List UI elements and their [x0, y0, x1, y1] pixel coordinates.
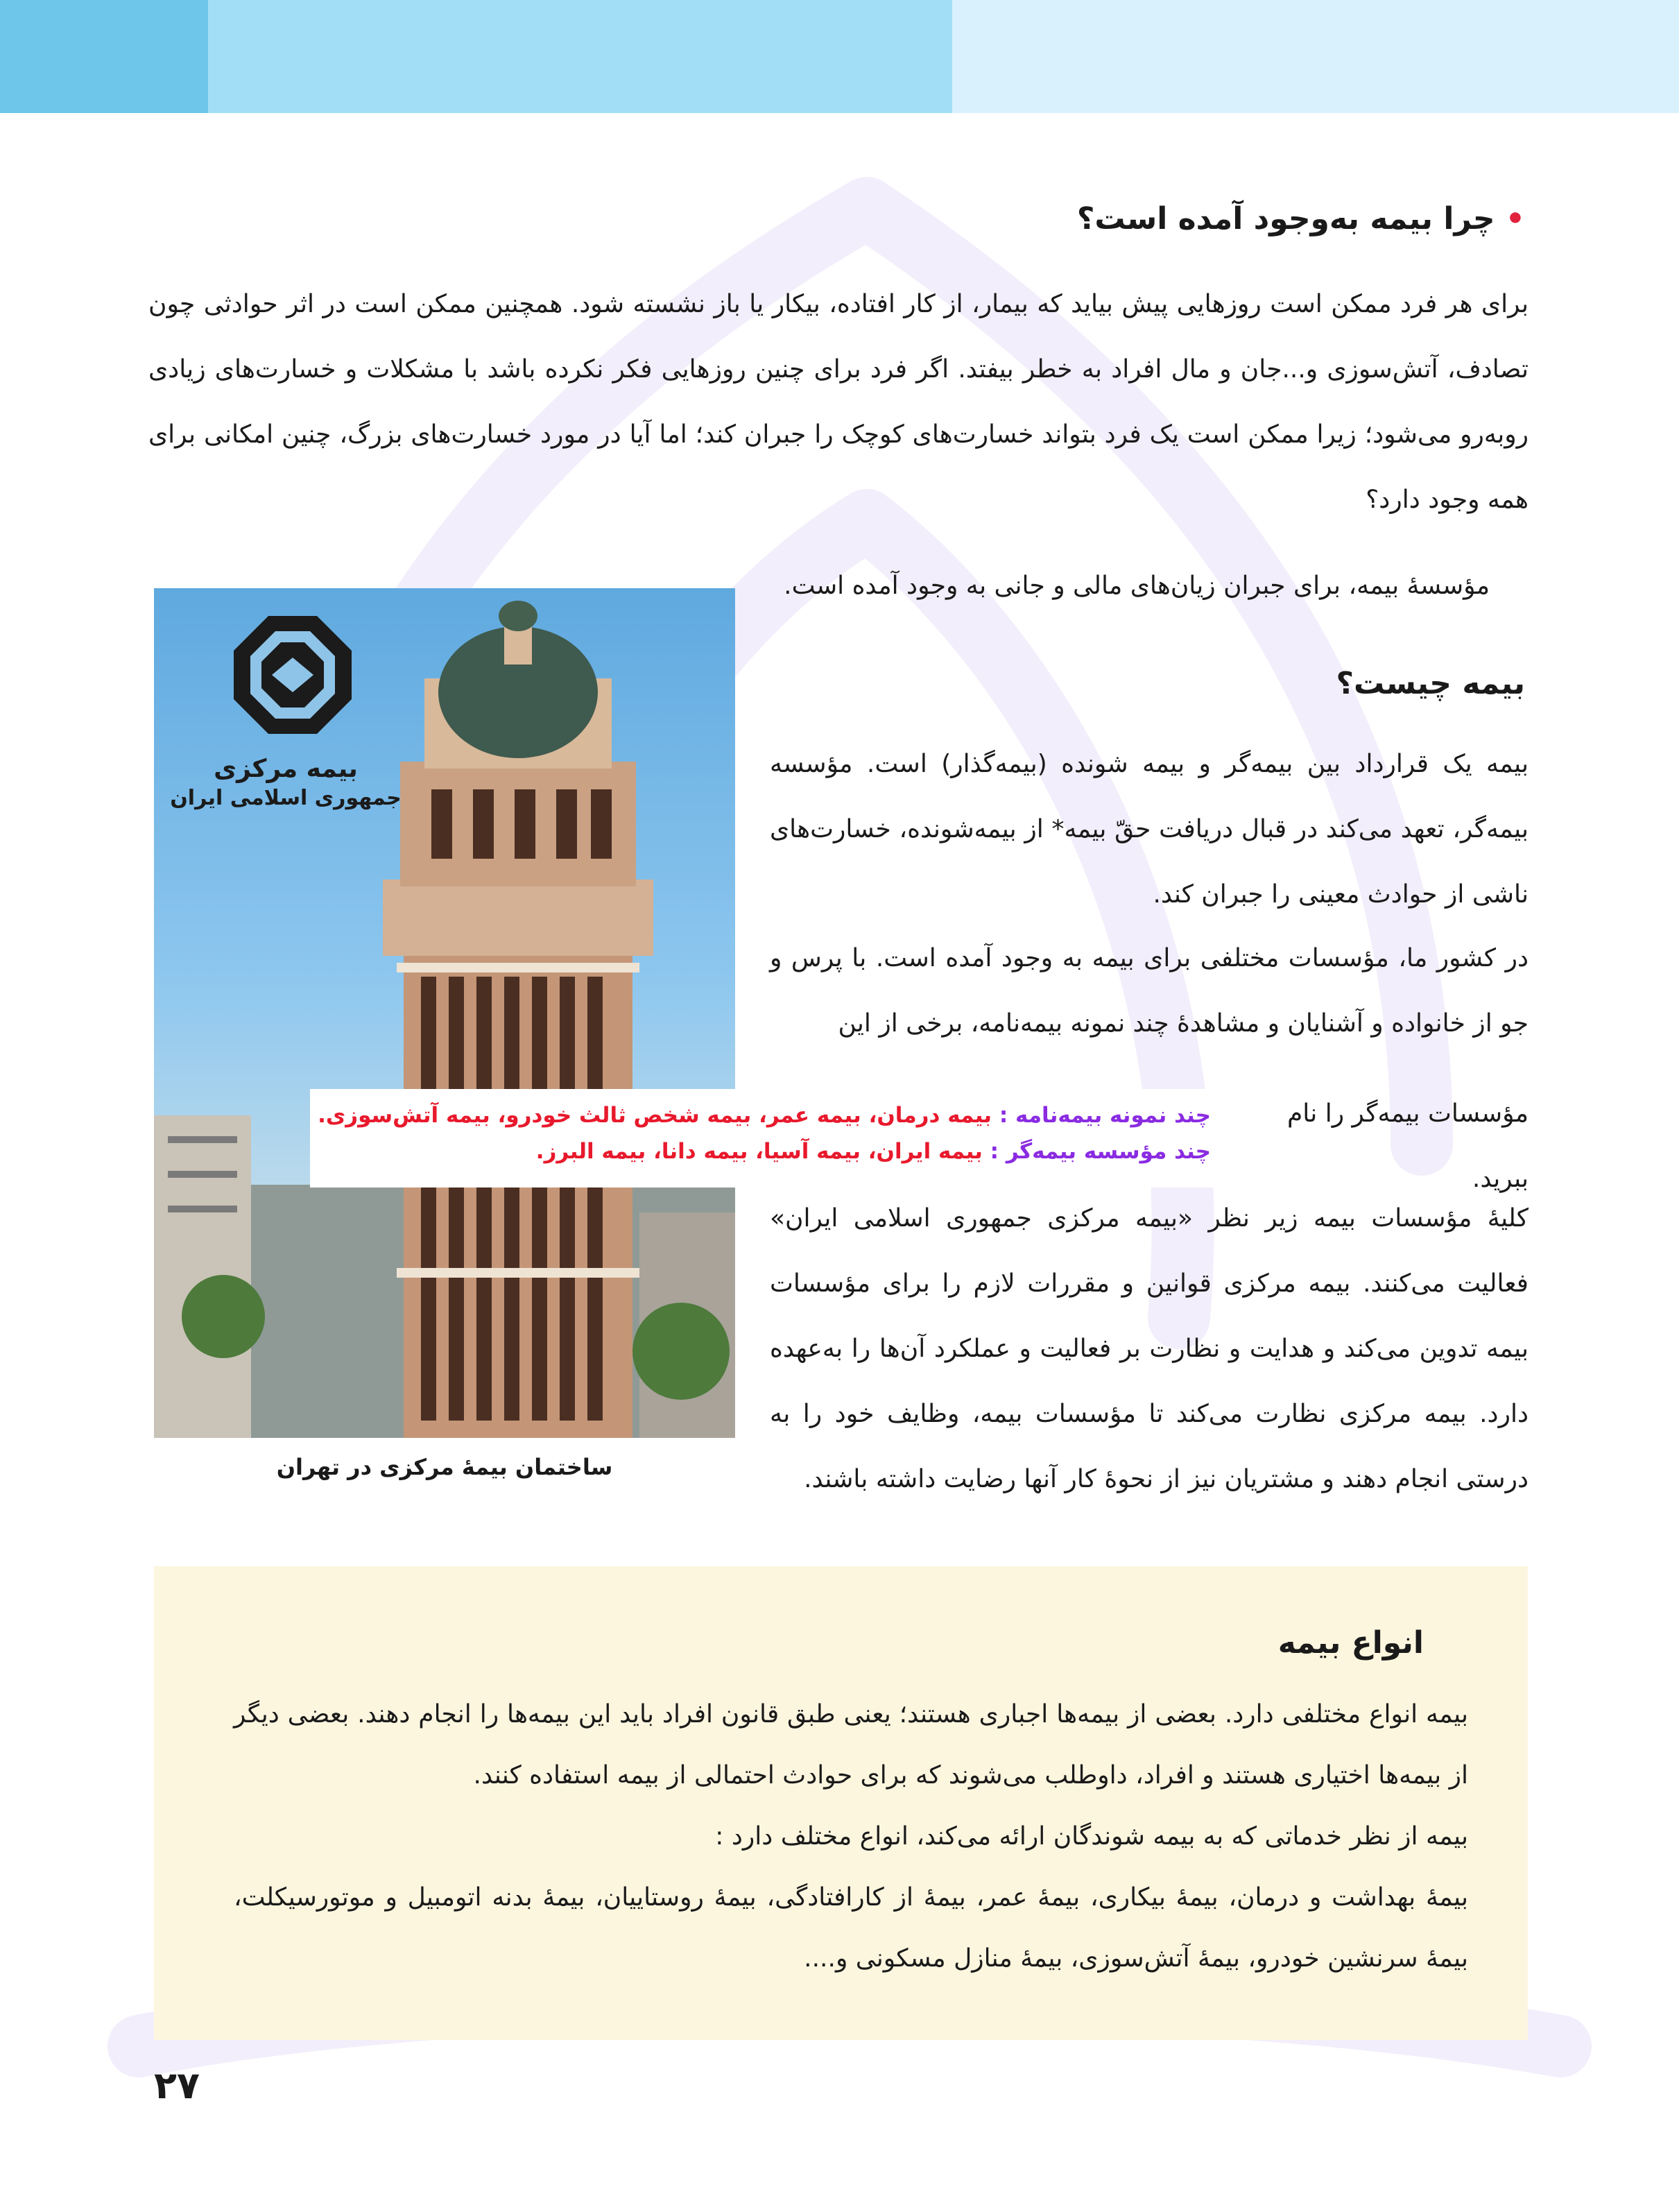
answer-label-policies: چند نمونه بیمه‌نامه : — [992, 1103, 1211, 1128]
paragraph-insurance-definition: بیمه یک قرارداد بین بیمه‌گر و بیمه شونده (بیمه‌گذار) است. مؤسسه بیمه‌گر، تعهد می‌کند در قبال دریافت حقّ بیمه* از بیمه‌شونده، خسارت‌های ناشی از حوادث معینی را جبران کند. — [770, 750, 1529, 909]
answer-value-companies: بیمه ایران، بیمه آسیا، بیمه دانا، بیمه البرز. — [535, 1139, 983, 1164]
paragraph-insurance-companies-end: مؤسسات بیمه‌گر را نام ببرید. — [1286, 1099, 1529, 1193]
central-insurance-logo-icon — [234, 616, 352, 734]
paragraph-insurance-list: بیمهٔ بهداشت و درمان، بیمهٔ بیکاری، بیمهٔ عمر، بیمهٔ از کارافتادگی، بیمهٔ روستاییان، بیمهٔ بدنه اتومبیل و موتورسیکلت، بیمهٔ سرنشین خودرو، بیمهٔ آتش‌سوزی، بیمهٔ منازل مسکونی و.... — [234, 1883, 1468, 1973]
section-why-insurance-title — [554, 201, 1525, 237]
section-what-is-insurance-title: بیمه چیست؟ — [1336, 666, 1525, 701]
header-bar-mid — [208, 0, 952, 113]
answer-line-companies — [310, 1133, 1211, 1169]
bullet-dot-icon: • — [1505, 201, 1525, 237]
section-title-text: چرا بیمه به‌وجود آمده است؟ — [1076, 201, 1495, 237]
logo-line-2: جمهوری اسلامی ایران — [170, 786, 402, 810]
page-number: ۲۷ — [154, 2064, 200, 2107]
section-insurance-types-title: انواع بیمه — [1277, 1625, 1424, 1661]
photo-caption: ساختمان بیمهٔ مرکزی در تهران — [276, 1454, 613, 1480]
paragraph-central-insurance: کلیهٔ مؤسسات بیمه زیر نظر «بیمه مرکزی جمهوری اسلامی ایران» فعالیت می‌کنند. بیمه مرکزی قوانین و مقررات لازم را برای مؤسسات بیمه تدوین می‌کند و هدایت و نظارت بر فعالیت و عملکرد آن‌ها را به‌عهده دارد. بیمه مرکزی نظارت می‌کند تا مؤسسات بیمه، وظایف خود را به درستی انجام دهند و مشتریان نیز از نحوهٔ کار آنها رضایت داشته باشند. — [770, 1204, 1529, 1493]
answer-value-policies: بیمه درمان، بیمه عمر، بیمه شخص ثالث خودرو، بیمه آتش‌سوزی. — [318, 1103, 992, 1128]
logo-line-1: بیمه مرکزی — [214, 755, 358, 783]
building-illustration — [154, 588, 735, 1438]
header-bar-dark — [0, 0, 208, 113]
paragraph-why-insurance: برای هر فرد ممکن است روزهایی پیش بیاید که بیمار، از کار افتاده، بیکار یا باز نشسته شود. همچنین ممکن است در اثر حوادثی چون تصادف، آتش‌سوزی و...جان و مال افراد به خطر بیفتد. اگر فرد برای چنین روزهایی فکر نکرده باشد با مشکلات و خسارت‌های زیادی روبه‌رو می‌شود؛ زیرا ممکن است یک فرد بتواند خسارت‌های کوچک را جبران کند؛ اما آیا در مورد خسارت‌های بزرگ، چنین امکانی برای همه وجود دارد؟ — [148, 290, 1529, 514]
paragraph-insurance-purpose: مؤسسهٔ بیمه، برای جبران زیان‌های مالی و جانی به وجود آمده است. — [784, 572, 1490, 600]
central-insurance-building-photo — [154, 588, 735, 1438]
answer-label-companies: چند مؤسسه بیمه‌گر : — [982, 1139, 1211, 1164]
paragraph-insurance-services: بیمه از نظر خدماتی که به بیمه شوندگان ارائه می‌کند، انواع مختلف دارد : — [715, 1822, 1468, 1851]
header-bar-light — [952, 0, 1679, 113]
paragraph-insurance-types: بیمه انواع مختلفی دارد. بعضی از بیمه‌ها اجباری هستند؛ یعنی طبق قانون افراد باید این بیمه‌ها را انجام دهند. بعضی دیگر از بیمه‌ها اختیاری هستند و افراد، داوطلب می‌شوند که برای حوادث احتمالی از بیمه استفاده کنند. — [234, 1700, 1468, 1790]
answer-line-policies — [310, 1097, 1211, 1133]
paragraph-insurance-companies: در کشور ما، مؤسسات مختلفی برای بیمه به وجود آمده است. با پرس و جو از خانواده و آشنایان و مشاهدهٔ چند نمونه بیمه‌نامه، برخی از این — [770, 944, 1529, 1038]
answer-box — [310, 1089, 1228, 1188]
insurance-types-box — [154, 1566, 1528, 2040]
